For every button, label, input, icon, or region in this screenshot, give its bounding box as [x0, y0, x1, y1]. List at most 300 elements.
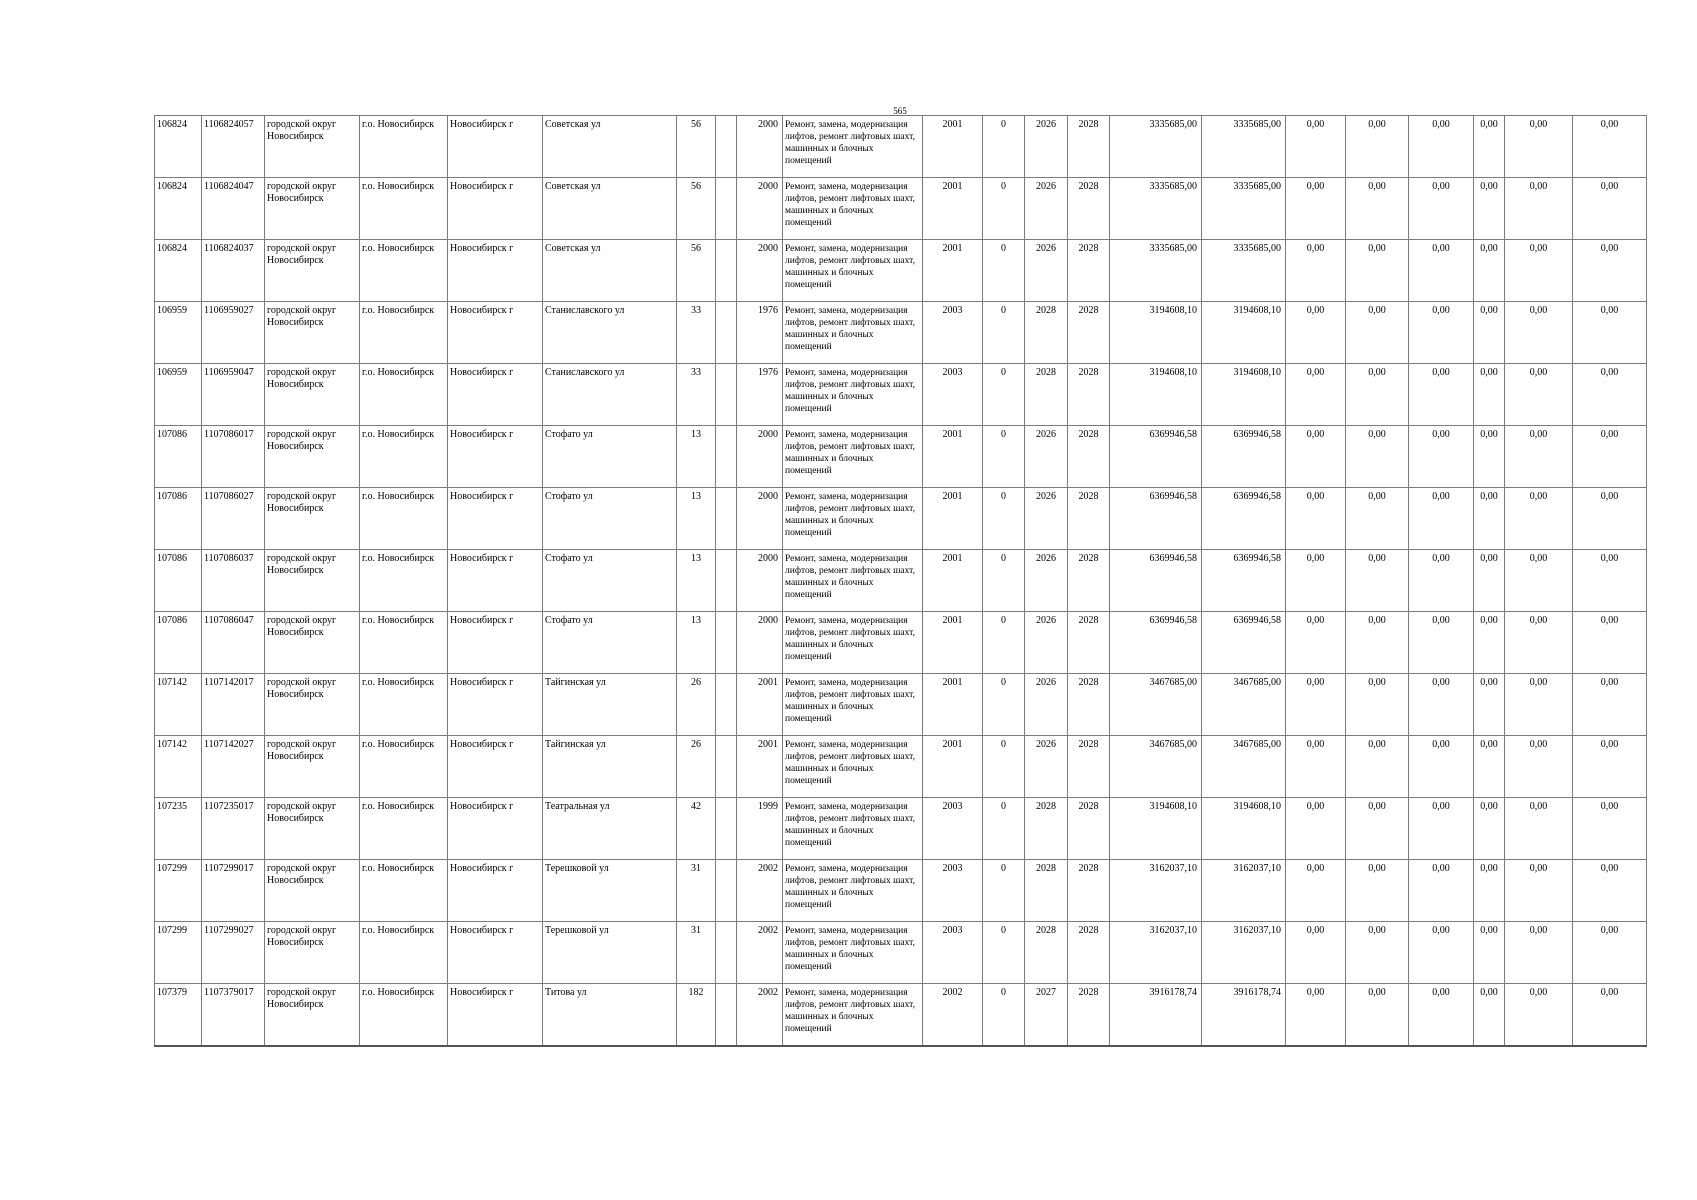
owner-funds-cell: 0,00 [1505, 798, 1573, 860]
plan-start-year-cell: 2026 [1025, 488, 1068, 550]
budget-regional-cell: 0,00 [1346, 674, 1409, 736]
table-row [155, 922, 1647, 984]
year-built-cell: 2001 [737, 674, 783, 736]
budget-regional-cell: 0,00 [1346, 488, 1409, 550]
municipality-cell: городской округ Новосибирск [265, 302, 360, 364]
municipality-cell: городской округ Новосибирск [265, 364, 360, 426]
flag-cell: 0 [983, 116, 1025, 178]
plan-end-year-cell: 2028 [1068, 798, 1110, 860]
municipal-district-cell: г.о. Новосибирск [360, 426, 448, 488]
flag-cell: 0 [983, 178, 1025, 240]
table-body [155, 116, 1647, 1046]
street-cell: Стофато ул [543, 488, 677, 550]
last-repair-year-cell: 2001 [923, 488, 983, 550]
last-repair-year-cell: 2002 [923, 984, 983, 1046]
street-cell: Стофато ул [543, 426, 677, 488]
last-repair-year-cell: 2003 [923, 860, 983, 922]
street-cell: Станиславского ул [543, 364, 677, 426]
work-type-cell: Ремонт, замена, модернизация лифтов, ремонт лифтовых шахт, машинных и блочных помещений [783, 736, 923, 798]
table-row [155, 984, 1647, 1046]
locality-cell: Новосибирск г [448, 302, 543, 364]
locality-cell: Новосибирск г [448, 116, 543, 178]
street-cell: Театральная ул [543, 798, 677, 860]
year-built-cell: 2000 [737, 116, 783, 178]
additional-funds-cell: 0,00 [1573, 736, 1647, 798]
object-code-cell: 1106824047 [202, 178, 265, 240]
budget-local-cell: 0,00 [1409, 302, 1474, 364]
capital-repair-register-table [154, 115, 1647, 1047]
fund-cost-cell: 6369946,58 [1202, 612, 1286, 674]
locality-cell: Новосибирск г [448, 860, 543, 922]
flag-cell: 0 [983, 364, 1025, 426]
locality-cell: Новосибирск г [448, 984, 543, 1046]
owner-funds-cell: 0,00 [1505, 240, 1573, 302]
object-code-cell: 1107086047 [202, 612, 265, 674]
work-type-cell: Ремонт, замена, модернизация лифтов, ремонт лифтовых шахт, машинных и блочных помещений [783, 984, 923, 1046]
budget-regional-cell: 0,00 [1346, 426, 1409, 488]
flag-cell: 0 [983, 984, 1025, 1046]
additional-funds-cell: 0,00 [1573, 860, 1647, 922]
budget-local-cell: 0,00 [1409, 860, 1474, 922]
flag-cell: 0 [983, 798, 1025, 860]
municipal-district-cell: г.о. Новосибирск [360, 364, 448, 426]
last-repair-year-cell: 2001 [923, 116, 983, 178]
plan-end-year-cell: 2028 [1068, 488, 1110, 550]
flag-cell: 0 [983, 674, 1025, 736]
other-source-cell: 0,00 [1474, 798, 1505, 860]
flag-cell: 0 [983, 736, 1025, 798]
additional-funds-cell: 0,00 [1573, 302, 1647, 364]
municipality-cell: городской округ Новосибирск [265, 612, 360, 674]
plan-end-year-cell: 2028 [1068, 984, 1110, 1046]
locality-cell: Новосибирск г [448, 612, 543, 674]
other-source-cell: 0,00 [1474, 488, 1505, 550]
owner-funds-cell: 0,00 [1505, 736, 1573, 798]
work-type-cell: Ремонт, замена, модернизация лифтов, ремонт лифтовых шахт, машинных и блочных помещений [783, 860, 923, 922]
owner-funds-cell: 0,00 [1505, 612, 1573, 674]
municipal-district-cell: г.о. Новосибирск [360, 798, 448, 860]
budget-federal-cell: 0,00 [1286, 116, 1346, 178]
budget-federal-cell: 0,00 [1286, 984, 1346, 1046]
fund-cost-cell: 3916178,74 [1202, 984, 1286, 1046]
fund-cost-cell: 3194608,10 [1202, 364, 1286, 426]
plan-start-year-cell: 2026 [1025, 736, 1068, 798]
budget-local-cell: 0,00 [1409, 922, 1474, 984]
other-source-cell: 0,00 [1474, 984, 1505, 1046]
house-number-cell: 13 [677, 488, 716, 550]
table-row [155, 488, 1647, 550]
work-type-cell: Ремонт, замена, модернизация лифтов, ремонт лифтовых шахт, машинных и блочных помещений [783, 240, 923, 302]
fund-cost-cell: 3162037,10 [1202, 860, 1286, 922]
locality-cell: Новосибирск г [448, 426, 543, 488]
last-repair-year-cell: 2001 [923, 736, 983, 798]
total-cost-cell: 3194608,10 [1110, 364, 1202, 426]
total-cost-cell: 6369946,58 [1110, 612, 1202, 674]
other-source-cell: 0,00 [1474, 426, 1505, 488]
house-number-cell: 56 [677, 240, 716, 302]
house-number-cell: 13 [677, 550, 716, 612]
municipality-cell: городской округ Новосибирск [265, 984, 360, 1046]
total-cost-cell: 6369946,58 [1110, 488, 1202, 550]
owner-funds-cell: 0,00 [1505, 302, 1573, 364]
municipal-district-cell: г.о. Новосибирск [360, 674, 448, 736]
house-code-cell: 106824 [155, 240, 202, 302]
building-letter-cell [716, 860, 737, 922]
flag-cell: 0 [983, 550, 1025, 612]
year-built-cell: 2002 [737, 922, 783, 984]
table-row [155, 364, 1647, 426]
house-code-cell: 107299 [155, 860, 202, 922]
house-code-cell: 107379 [155, 984, 202, 1046]
house-code-cell: 106959 [155, 302, 202, 364]
fund-cost-cell: 3335685,00 [1202, 240, 1286, 302]
locality-cell: Новосибирск г [448, 178, 543, 240]
additional-funds-cell: 0,00 [1573, 488, 1647, 550]
municipal-district-cell: г.о. Новосибирск [360, 736, 448, 798]
other-source-cell: 0,00 [1474, 612, 1505, 674]
plan-end-year-cell: 2028 [1068, 860, 1110, 922]
municipality-cell: городской округ Новосибирск [265, 178, 360, 240]
budget-local-cell: 0,00 [1409, 178, 1474, 240]
municipal-district-cell: г.о. Новосибирск [360, 550, 448, 612]
plan-end-year-cell: 2028 [1068, 612, 1110, 674]
total-cost-cell: 3335685,00 [1110, 178, 1202, 240]
owner-funds-cell: 0,00 [1505, 922, 1573, 984]
budget-regional-cell: 0,00 [1346, 302, 1409, 364]
last-repair-year-cell: 2001 [923, 240, 983, 302]
municipality-cell: городской округ Новосибирск [265, 240, 360, 302]
other-source-cell: 0,00 [1474, 364, 1505, 426]
municipal-district-cell: г.о. Новосибирск [360, 922, 448, 984]
house-number-cell: 56 [677, 178, 716, 240]
year-built-cell: 1999 [737, 798, 783, 860]
budget-federal-cell: 0,00 [1286, 302, 1346, 364]
house-number-cell: 42 [677, 798, 716, 860]
building-letter-cell [716, 798, 737, 860]
house-number-cell: 13 [677, 426, 716, 488]
object-code-cell: 1106824037 [202, 240, 265, 302]
budget-regional-cell: 0,00 [1346, 736, 1409, 798]
total-cost-cell: 6369946,58 [1110, 426, 1202, 488]
owner-funds-cell: 0,00 [1505, 116, 1573, 178]
year-built-cell: 2001 [737, 736, 783, 798]
object-code-cell: 1106959047 [202, 364, 265, 426]
street-cell: Терешковой ул [543, 860, 677, 922]
table-row [155, 240, 1647, 302]
plan-end-year-cell: 2028 [1068, 736, 1110, 798]
plan-end-year-cell: 2028 [1068, 116, 1110, 178]
budget-local-cell: 0,00 [1409, 550, 1474, 612]
additional-funds-cell: 0,00 [1573, 798, 1647, 860]
flag-cell: 0 [983, 922, 1025, 984]
plan-start-year-cell: 2028 [1025, 922, 1068, 984]
fund-cost-cell: 3194608,10 [1202, 302, 1286, 364]
budget-federal-cell: 0,00 [1286, 426, 1346, 488]
table-row [155, 550, 1647, 612]
house-code-cell: 106824 [155, 178, 202, 240]
building-letter-cell [716, 488, 737, 550]
year-built-cell: 2000 [737, 240, 783, 302]
budget-federal-cell: 0,00 [1286, 922, 1346, 984]
flag-cell: 0 [983, 612, 1025, 674]
other-source-cell: 0,00 [1474, 302, 1505, 364]
other-source-cell: 0,00 [1474, 860, 1505, 922]
plan-start-year-cell: 2028 [1025, 302, 1068, 364]
street-cell: Терешковой ул [543, 922, 677, 984]
plan-start-year-cell: 2026 [1025, 674, 1068, 736]
plan-start-year-cell: 2026 [1025, 550, 1068, 612]
last-repair-year-cell: 2003 [923, 302, 983, 364]
budget-regional-cell: 0,00 [1346, 240, 1409, 302]
municipality-cell: городской округ Новосибирск [265, 426, 360, 488]
additional-funds-cell: 0,00 [1573, 426, 1647, 488]
street-cell: Тайгинская ул [543, 674, 677, 736]
municipality-cell: городской округ Новосибирск [265, 116, 360, 178]
budget-regional-cell: 0,00 [1346, 922, 1409, 984]
total-cost-cell: 6369946,58 [1110, 550, 1202, 612]
owner-funds-cell: 0,00 [1505, 984, 1573, 1046]
object-code-cell: 1106959027 [202, 302, 265, 364]
object-code-cell: 1107299027 [202, 922, 265, 984]
house-number-cell: 31 [677, 922, 716, 984]
budget-federal-cell: 0,00 [1286, 550, 1346, 612]
budget-local-cell: 0,00 [1409, 612, 1474, 674]
fund-cost-cell: 3335685,00 [1202, 178, 1286, 240]
other-source-cell: 0,00 [1474, 922, 1505, 984]
work-type-cell: Ремонт, замена, модернизация лифтов, ремонт лифтовых шахт, машинных и блочных помещений [783, 922, 923, 984]
year-built-cell: 1976 [737, 364, 783, 426]
building-letter-cell [716, 302, 737, 364]
budget-federal-cell: 0,00 [1286, 860, 1346, 922]
year-built-cell: 2000 [737, 178, 783, 240]
work-type-cell: Ремонт, замена, модернизация лифтов, ремонт лифтовых шахт, машинных и блочных помещений [783, 798, 923, 860]
additional-funds-cell: 0,00 [1573, 550, 1647, 612]
flag-cell: 0 [983, 860, 1025, 922]
work-type-cell: Ремонт, замена, модернизация лифтов, ремонт лифтовых шахт, машинных и блочных помещений [783, 488, 923, 550]
table-row [155, 178, 1647, 240]
total-cost-cell: 3335685,00 [1110, 116, 1202, 178]
table-row [155, 736, 1647, 798]
year-built-cell: 2000 [737, 426, 783, 488]
owner-funds-cell: 0,00 [1505, 674, 1573, 736]
total-cost-cell: 3194608,10 [1110, 798, 1202, 860]
plan-start-year-cell: 2028 [1025, 798, 1068, 860]
total-cost-cell: 3467685,00 [1110, 736, 1202, 798]
other-source-cell: 0,00 [1474, 736, 1505, 798]
house-code-cell: 107142 [155, 674, 202, 736]
owner-funds-cell: 0,00 [1505, 488, 1573, 550]
budget-local-cell: 0,00 [1409, 736, 1474, 798]
fund-cost-cell: 6369946,58 [1202, 426, 1286, 488]
locality-cell: Новосибирск г [448, 922, 543, 984]
plan-end-year-cell: 2028 [1068, 550, 1110, 612]
plan-end-year-cell: 2028 [1068, 922, 1110, 984]
owner-funds-cell: 0,00 [1505, 860, 1573, 922]
plan-start-year-cell: 2026 [1025, 116, 1068, 178]
municipality-cell: городской округ Новосибирск [265, 488, 360, 550]
municipal-district-cell: г.о. Новосибирск [360, 178, 448, 240]
owner-funds-cell: 0,00 [1505, 426, 1573, 488]
work-type-cell: Ремонт, замена, модернизация лифтов, ремонт лифтовых шахт, машинных и блочных помещений [783, 302, 923, 364]
house-code-cell: 107299 [155, 922, 202, 984]
table-row [155, 612, 1647, 674]
building-letter-cell [716, 116, 737, 178]
work-type-cell: Ремонт, замена, модернизация лифтов, ремонт лифтовых шахт, машинных и блочных помещений [783, 116, 923, 178]
flag-cell: 0 [983, 426, 1025, 488]
house-code-cell: 107086 [155, 550, 202, 612]
plan-start-year-cell: 2028 [1025, 860, 1068, 922]
object-code-cell: 1107379017 [202, 984, 265, 1046]
additional-funds-cell: 0,00 [1573, 178, 1647, 240]
building-letter-cell [716, 736, 737, 798]
plan-end-year-cell: 2028 [1068, 240, 1110, 302]
additional-funds-cell: 0,00 [1573, 116, 1647, 178]
building-letter-cell [716, 922, 737, 984]
house-code-cell: 107086 [155, 488, 202, 550]
house-code-cell: 107086 [155, 612, 202, 674]
street-cell: Советская ул [543, 240, 677, 302]
house-number-cell: 31 [677, 860, 716, 922]
municipal-district-cell: г.о. Новосибирск [360, 488, 448, 550]
last-repair-year-cell: 2001 [923, 674, 983, 736]
street-cell: Стофато ул [543, 550, 677, 612]
municipality-cell: городской округ Новосибирск [265, 550, 360, 612]
work-type-cell: Ремонт, замена, модернизация лифтов, ремонт лифтовых шахт, машинных и блочных помещений [783, 364, 923, 426]
house-number-cell: 13 [677, 612, 716, 674]
object-code-cell: 1107142017 [202, 674, 265, 736]
building-letter-cell [716, 240, 737, 302]
street-cell: Титова ул [543, 984, 677, 1046]
owner-funds-cell: 0,00 [1505, 178, 1573, 240]
budget-federal-cell: 0,00 [1286, 798, 1346, 860]
locality-cell: Новосибирск г [448, 550, 543, 612]
locality-cell: Новосибирск г [448, 798, 543, 860]
budget-regional-cell: 0,00 [1346, 798, 1409, 860]
fund-cost-cell: 3162037,10 [1202, 922, 1286, 984]
building-letter-cell [716, 364, 737, 426]
plan-end-year-cell: 2028 [1068, 674, 1110, 736]
table-row [155, 798, 1647, 860]
budget-local-cell: 0,00 [1409, 798, 1474, 860]
object-code-cell: 1107086017 [202, 426, 265, 488]
budget-regional-cell: 0,00 [1346, 860, 1409, 922]
building-letter-cell [716, 674, 737, 736]
municipal-district-cell: г.о. Новосибирск [360, 116, 448, 178]
house-code-cell: 106824 [155, 116, 202, 178]
budget-regional-cell: 0,00 [1346, 364, 1409, 426]
table-row [155, 302, 1647, 364]
budget-local-cell: 0,00 [1409, 364, 1474, 426]
building-letter-cell [716, 984, 737, 1046]
plan-end-year-cell: 2028 [1068, 178, 1110, 240]
additional-funds-cell: 0,00 [1573, 240, 1647, 302]
street-cell: Станиславского ул [543, 302, 677, 364]
work-type-cell: Ремонт, замена, модернизация лифтов, ремонт лифтовых шахт, машинных и блочных помещений [783, 178, 923, 240]
building-letter-cell [716, 550, 737, 612]
year-built-cell: 1976 [737, 302, 783, 364]
municipality-cell: городской округ Новосибирск [265, 736, 360, 798]
plan-start-year-cell: 2026 [1025, 178, 1068, 240]
locality-cell: Новосибирск г [448, 488, 543, 550]
budget-federal-cell: 0,00 [1286, 240, 1346, 302]
locality-cell: Новосибирск г [448, 674, 543, 736]
budget-regional-cell: 0,00 [1346, 612, 1409, 674]
street-cell: Советская ул [543, 116, 677, 178]
other-source-cell: 0,00 [1474, 116, 1505, 178]
year-built-cell: 2000 [737, 550, 783, 612]
house-code-cell: 107086 [155, 426, 202, 488]
budget-local-cell: 0,00 [1409, 674, 1474, 736]
municipality-cell: городской округ Новосибирск [265, 922, 360, 984]
table-row [155, 674, 1647, 736]
flag-cell: 0 [983, 488, 1025, 550]
building-letter-cell [716, 612, 737, 674]
object-code-cell: 1106824057 [202, 116, 265, 178]
house-number-cell: 26 [677, 736, 716, 798]
street-cell: Стофато ул [543, 612, 677, 674]
work-type-cell: Ремонт, замена, модернизация лифтов, ремонт лифтовых шахт, машинных и блочных помещений [783, 426, 923, 488]
plan-start-year-cell: 2027 [1025, 984, 1068, 1046]
budget-federal-cell: 0,00 [1286, 736, 1346, 798]
municipal-district-cell: г.о. Новосибирск [360, 612, 448, 674]
work-type-cell: Ремонт, замена, модернизация лифтов, ремонт лифтовых шахт, машинных и блочных помещений [783, 550, 923, 612]
house-code-cell: 107142 [155, 736, 202, 798]
last-repair-year-cell: 2001 [923, 178, 983, 240]
object-code-cell: 1107142027 [202, 736, 265, 798]
municipal-district-cell: г.о. Новосибирск [360, 302, 448, 364]
plan-end-year-cell: 2028 [1068, 364, 1110, 426]
budget-regional-cell: 0,00 [1346, 550, 1409, 612]
object-code-cell: 1107086027 [202, 488, 265, 550]
budget-regional-cell: 0,00 [1346, 116, 1409, 178]
building-letter-cell [716, 178, 737, 240]
building-letter-cell [716, 426, 737, 488]
house-number-cell: 26 [677, 674, 716, 736]
object-code-cell: 1107086037 [202, 550, 265, 612]
budget-federal-cell: 0,00 [1286, 674, 1346, 736]
fund-cost-cell: 6369946,58 [1202, 550, 1286, 612]
budget-federal-cell: 0,00 [1286, 612, 1346, 674]
additional-funds-cell: 0,00 [1573, 984, 1647, 1046]
additional-funds-cell: 0,00 [1573, 922, 1647, 984]
owner-funds-cell: 0,00 [1505, 364, 1573, 426]
street-cell: Советская ул [543, 178, 677, 240]
house-number-cell: 56 [677, 116, 716, 178]
municipal-district-cell: г.о. Новосибирск [360, 984, 448, 1046]
house-code-cell: 106959 [155, 364, 202, 426]
fund-cost-cell: 3467685,00 [1202, 674, 1286, 736]
street-cell: Тайгинская ул [543, 736, 677, 798]
other-source-cell: 0,00 [1474, 178, 1505, 240]
plan-start-year-cell: 2026 [1025, 612, 1068, 674]
fund-cost-cell: 3467685,00 [1202, 736, 1286, 798]
total-cost-cell: 3335685,00 [1110, 240, 1202, 302]
last-repair-year-cell: 2003 [923, 364, 983, 426]
additional-funds-cell: 0,00 [1573, 364, 1647, 426]
object-code-cell: 1107235017 [202, 798, 265, 860]
total-cost-cell: 3162037,10 [1110, 860, 1202, 922]
budget-local-cell: 0,00 [1409, 240, 1474, 302]
work-type-cell: Ремонт, замена, модернизация лифтов, ремонт лифтовых шахт, машинных и блочных помещений [783, 612, 923, 674]
other-source-cell: 0,00 [1474, 550, 1505, 612]
total-cost-cell: 3162037,10 [1110, 922, 1202, 984]
owner-funds-cell: 0,00 [1505, 550, 1573, 612]
house-number-cell: 182 [677, 984, 716, 1046]
year-built-cell: 2002 [737, 860, 783, 922]
municipal-district-cell: г.о. Новосибирск [360, 240, 448, 302]
total-cost-cell: 3916178,74 [1110, 984, 1202, 1046]
municipality-cell: городской округ Новосибирск [265, 798, 360, 860]
